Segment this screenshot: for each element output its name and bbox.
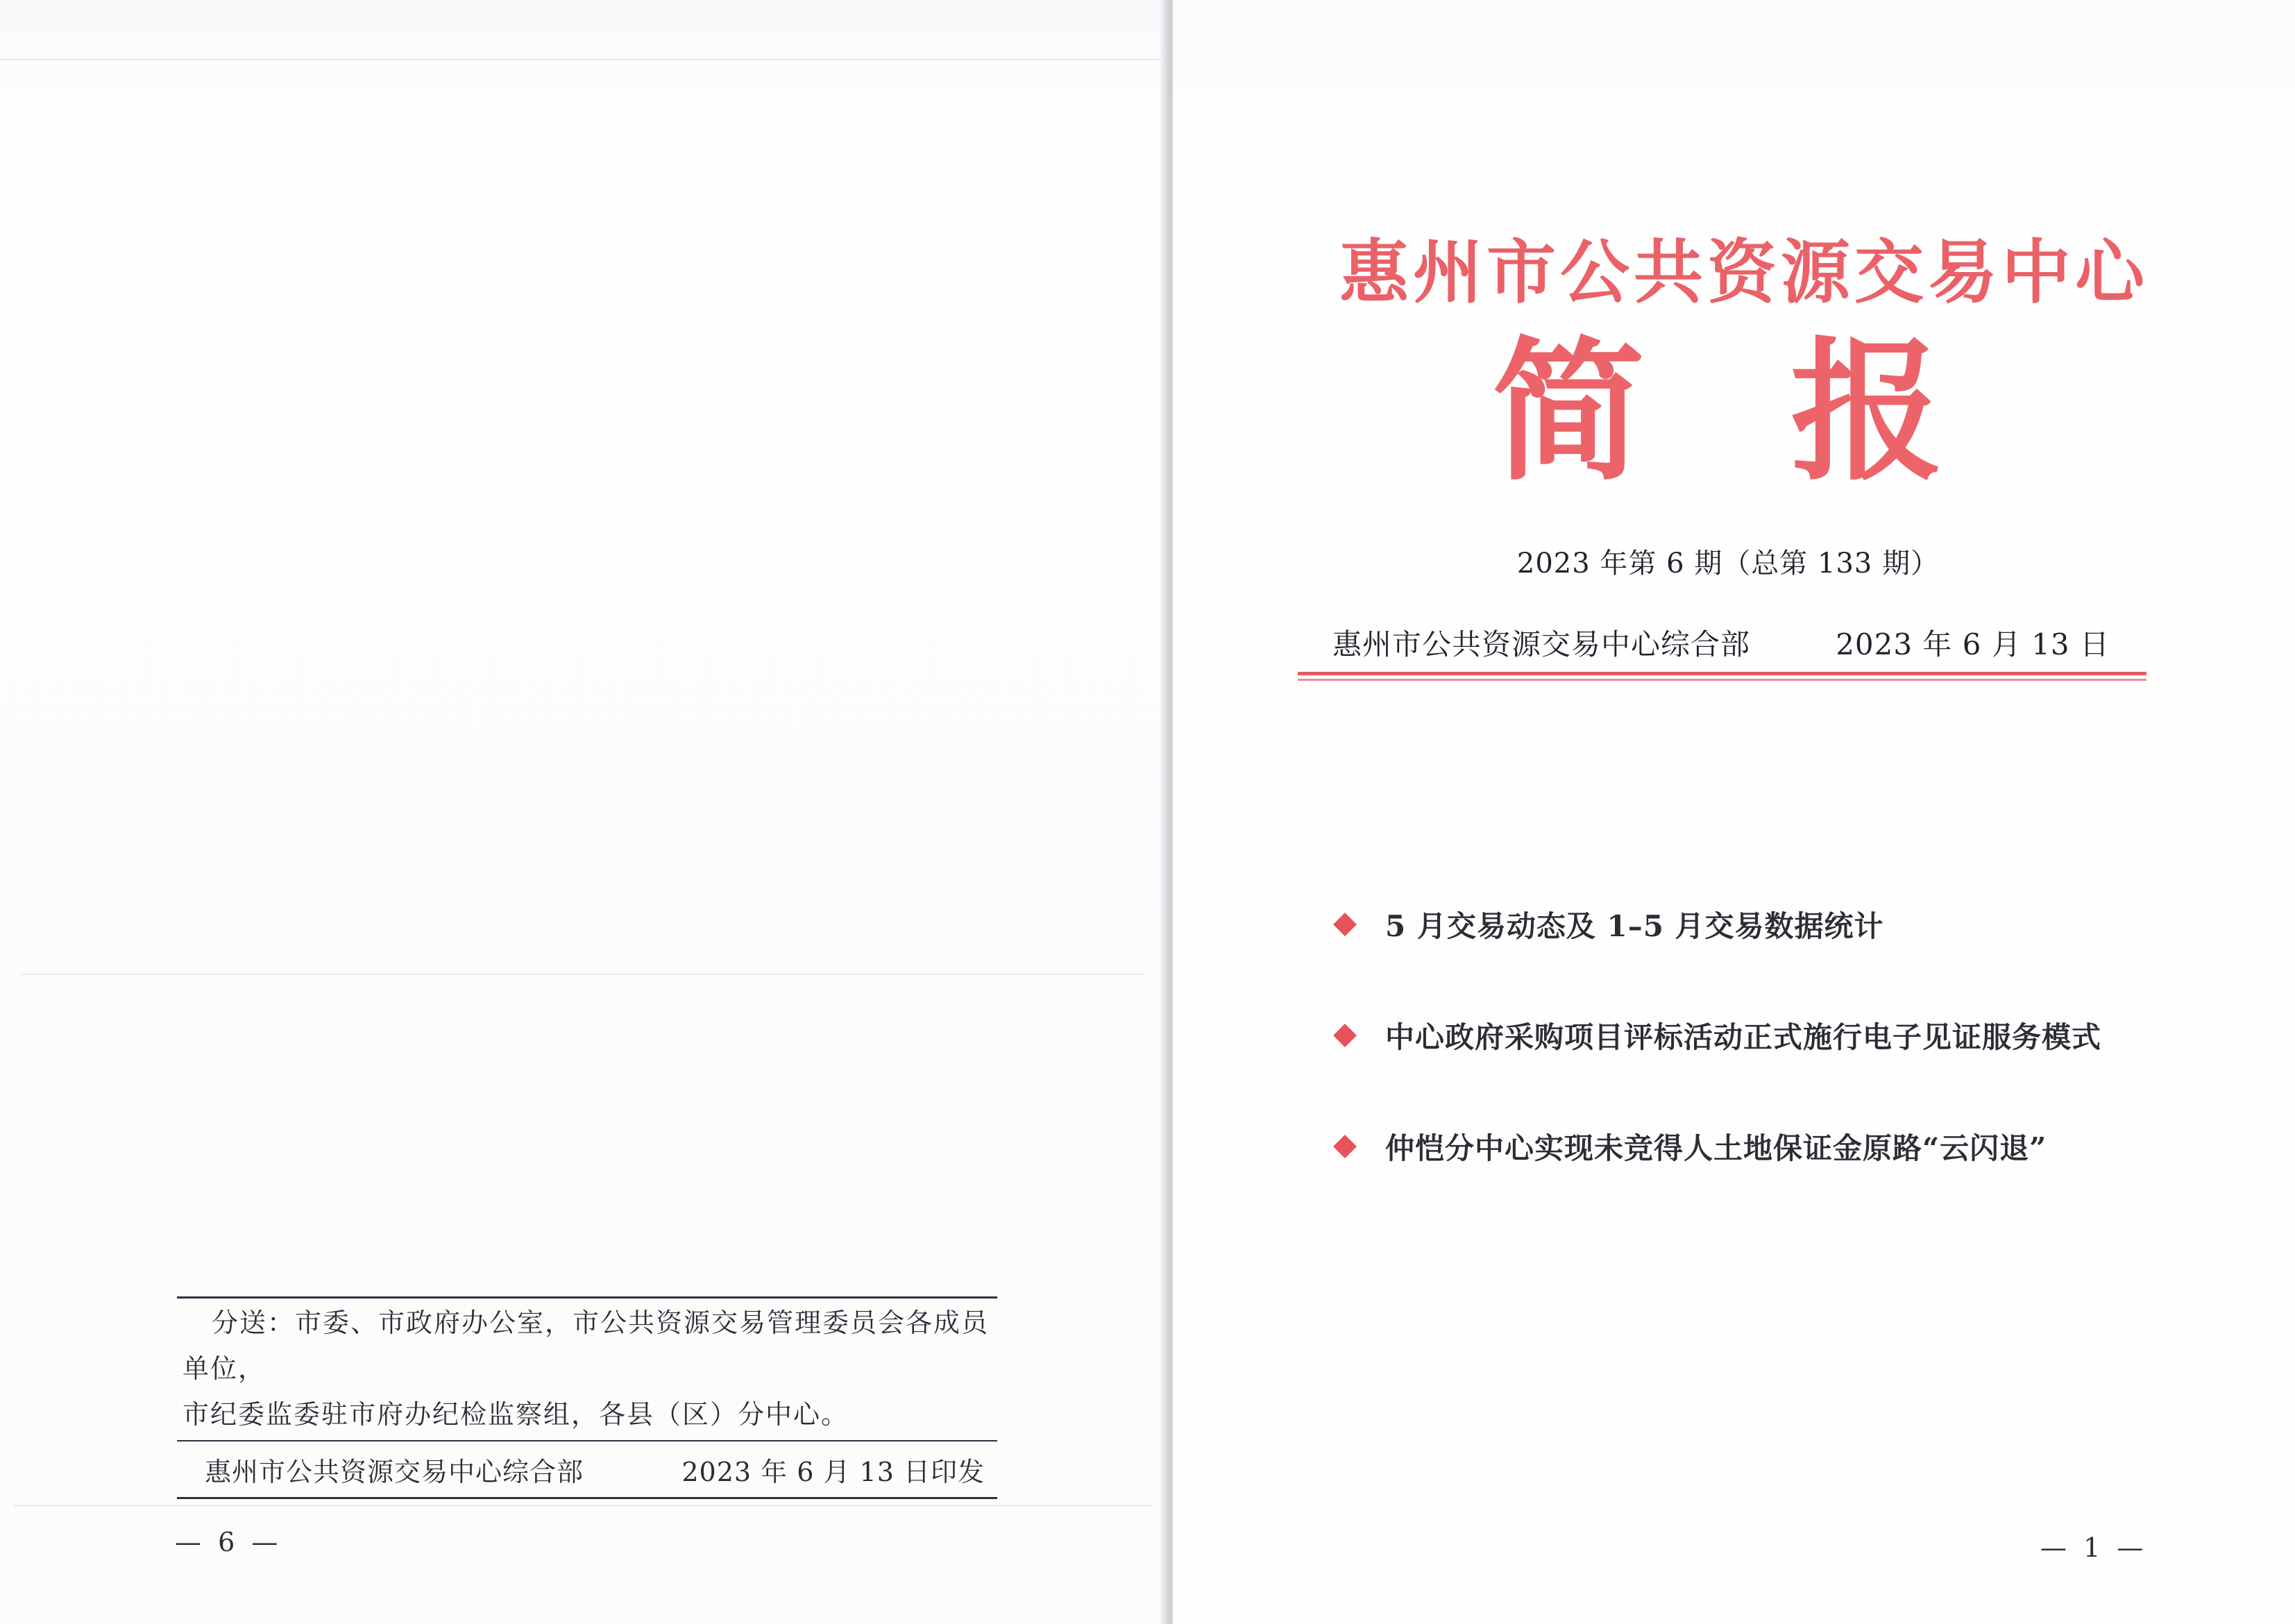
issued-row — [177, 1441, 997, 1497]
distribution-block — [177, 1296, 997, 1499]
bulletin-title — [1492, 321, 1943, 501]
org-title: 惠州市公共资源交易中心 — [1339, 232, 2149, 313]
page-number-right: — 1 — — [2040, 1532, 2148, 1563]
headline-item — [1331, 869, 2164, 980]
diamond-bullet-icon — [1333, 1135, 1357, 1158]
headline-item — [1331, 1091, 2164, 1202]
bulletin-title-char-2: 报 — [1790, 321, 1943, 501]
headline-text: 5 月交易动态及 1–5 月交易数据统计 — [1385, 909, 1884, 943]
red-separator-rule-thin — [1298, 679, 2146, 681]
issuer: 惠州市公共资源交易中心综合部 — [205, 1456, 584, 1487]
headline-text: 仲恺分中心实现未竞得人土地保证金原路“云闪退” — [1385, 1131, 2047, 1165]
headline-list — [1331, 869, 2164, 1202]
publish-date: 2023 年 6 月 13 日 — [1836, 627, 2110, 661]
diamond-bullet-icon — [1333, 913, 1357, 936]
page-number-left: — 6 — — [175, 1527, 282, 1557]
scan-line — [14, 1505, 1152, 1507]
headline-text: 中心政府采购项目评标活动正式施行电子见证服务模式 — [1385, 1020, 2102, 1054]
distribution-line-1: 分送：市委、市政府办公室，市公共资源交易管理委员会各成员单位， — [183, 1308, 990, 1384]
red-separator-rule — [1298, 672, 2146, 675]
department-row — [1332, 622, 2110, 663]
issue-number: 2023 年第 6 期（总第 133 期） — [1516, 548, 1940, 580]
scan-line — [21, 973, 1145, 975]
department: 惠州市公共资源交易中心综合部 — [1332, 627, 1751, 661]
distribution-line-2: 市纪委监委驻市府办纪检监察组，各县（区）分中心。 — [183, 1399, 849, 1430]
headline-item — [1331, 980, 2164, 1091]
diamond-bullet-icon — [1333, 1024, 1357, 1047]
issued-date: 2023 年 6 月 13 日印发 — [681, 1456, 985, 1487]
bulletin-title-char-1: 简 — [1492, 321, 1645, 501]
distribution-bottom-rule — [177, 1497, 997, 1499]
distribution-list — [177, 1300, 997, 1437]
distribution-top-rule — [177, 1296, 997, 1299]
scan-line — [0, 58, 1166, 60]
